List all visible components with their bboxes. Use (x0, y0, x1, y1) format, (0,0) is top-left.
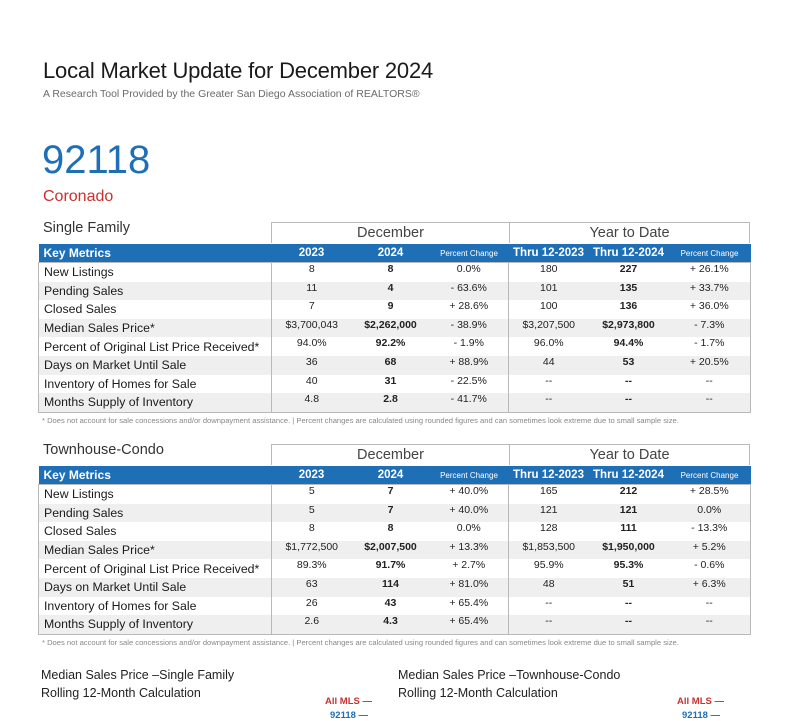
cell-pct-ytd: -- (669, 615, 751, 634)
cell-metric: Percent of Original List Price Received* (44, 561, 260, 576)
cell-pct-dec: - 38.9% (430, 319, 509, 338)
cell-y2023: 40 (272, 375, 352, 394)
cell-pct-ytd: + 20.5% (669, 356, 751, 375)
cell-pct-dec: + 65.4% (430, 615, 509, 634)
cell-ytd2024: -- (589, 615, 669, 634)
cell-y2024: 8 (387, 522, 394, 535)
cell-pct-dec: + 65.4% (449, 596, 489, 609)
column-header-y2024: 2024 (352, 244, 430, 263)
table-header-row (39, 244, 751, 263)
cell-pct-dec: - 63.6% (430, 282, 509, 301)
table-header-row (39, 466, 751, 485)
cell-y2023: $3,700,043 (272, 319, 352, 338)
cell-pct-ytd: - 0.6% (694, 559, 725, 572)
cell-y2024: 4 (352, 282, 430, 301)
cell-ytd2024: 95.3% (613, 559, 644, 572)
column-header-pct-dec: Percent Change (430, 466, 509, 485)
cell-y2024: 114 (352, 578, 430, 597)
cell-pct-ytd: - 7.3% (669, 319, 751, 338)
cell-ytd2024: $2,973,800 (589, 319, 669, 338)
cell-y2023: 8 (272, 263, 352, 282)
column-header-y2024: 2024 (352, 466, 430, 485)
section-label: Single Family (43, 220, 131, 236)
cell-metric: Closed Sales (44, 302, 117, 317)
cell-ytd2023: -- (509, 375, 589, 394)
cell-y2023: 4.8 (272, 393, 352, 412)
cell-y2023: 5 (272, 504, 352, 523)
cell-y2024: 43 (384, 596, 397, 609)
cell-ytd2024: 111 (620, 522, 637, 535)
year-to-date-header: Year to Date (509, 444, 750, 465)
cell-y2023: 5 (272, 485, 352, 504)
cell-y2024: 9 (387, 300, 394, 313)
cell-pct-dec: + 2.7% (452, 559, 486, 572)
table-row (39, 300, 751, 319)
cell-metric: Percent of Original List Price Received* (44, 339, 260, 354)
cell-metric: Pending Sales (39, 282, 272, 301)
cell-metric: Median Sales Price* (39, 541, 272, 560)
cell-pct-ytd: -- (669, 393, 751, 412)
cell-pct-ytd: -- (705, 374, 713, 387)
cell-metric: Pending Sales (39, 504, 272, 523)
cell-ytd2023: $1,853,500 (509, 541, 589, 560)
cell-pct-ytd: + 36.0% (689, 300, 729, 313)
table-row (39, 263, 751, 282)
cell-y2023: 89.3% (272, 559, 352, 578)
cell-pct-dec: 0.0% (456, 263, 481, 275)
table-row (39, 393, 751, 412)
table-row (39, 485, 751, 504)
cell-ytd2023: 165 (509, 485, 589, 504)
cell-y2024: 68 (352, 356, 430, 375)
cell-ytd2023: -- (509, 615, 589, 634)
cell-metric: Inventory of Homes for Sale (44, 598, 197, 613)
cell-ytd2023: 180 (509, 263, 589, 282)
townhouse-condo-table (38, 466, 751, 635)
cell-y2023: 36 (272, 356, 352, 375)
section-label: Townhouse-Condo (43, 442, 164, 458)
cell-ytd2023: -- (509, 393, 589, 412)
page-subtitle: A Research Tool Provided by the Greater San Diego Association of REALTORS® (43, 88, 420, 100)
cell-y2023: 11 (272, 282, 352, 301)
cell-metric: Closed Sales (44, 524, 117, 539)
year-to-date-header: Year to Date (509, 222, 750, 243)
cell-ytd2024: 53 (589, 356, 669, 375)
cell-pct-ytd: + 6.3% (669, 578, 751, 597)
table-row (39, 541, 751, 560)
cell-y2024: $2,007,500 (352, 541, 430, 560)
legend-all-mls: All MLS — (325, 696, 372, 707)
cell-ytd2024: 135 (589, 282, 669, 301)
cell-metric: Days on Market Until Sale (39, 356, 272, 375)
table-row (39, 578, 751, 597)
december-header: December (271, 222, 510, 243)
cell-ytd2024: -- (625, 374, 632, 387)
cell-pct-dec: + 81.0% (430, 578, 509, 597)
cell-pct-dec: - 41.7% (430, 393, 509, 412)
chart-subtitle-single-family: Rolling 12-Month Calculation (41, 686, 201, 700)
cell-pct-dec: + 13.3% (430, 541, 509, 560)
december-header: December (271, 444, 510, 465)
table-row (39, 319, 751, 338)
cell-ytd2024: 136 (619, 300, 638, 313)
footnote: * Does not account for sale concessions and/or downpayment assistance. | Percent changes are calculated using rounded figures and can sometimes look extreme due to small sample size. (42, 638, 679, 647)
cell-pct-ytd: - 1.7% (694, 337, 725, 350)
cell-y2024: 4.3 (352, 615, 430, 634)
cell-ytd2023: 95.9% (509, 559, 589, 578)
cell-y2023: 94.0% (272, 337, 352, 356)
column-header-ytd2023: Thru 12-2023 (509, 244, 589, 263)
column-header-ytd2024: Thru 12-2024 (589, 244, 669, 263)
cell-pct-dec: - 1.9% (453, 337, 484, 350)
cell-pct-ytd: + 26.1% (689, 263, 729, 275)
cell-ytd2024: 227 (619, 263, 638, 275)
cell-y2023: 7 (272, 300, 352, 319)
column-header-y2023: 2023 (272, 244, 352, 263)
cell-ytd2023: -- (509, 597, 589, 616)
cell-pct-dec: 0.0% (456, 522, 481, 535)
cell-ytd2023: 100 (509, 300, 589, 319)
table-row (39, 504, 751, 523)
single-family-table (38, 244, 751, 413)
cell-y2023: 8 (272, 522, 352, 541)
footnote: * Does not account for sale concessions and/or downpayment assistance. | Percent changes are calculated using rounded figures and can sometimes look extreme due to small sample size. (42, 416, 679, 425)
chart-subtitle-townhouse-condo: Rolling 12-Month Calculation (398, 686, 558, 700)
cell-pct-ytd: 0.0% (669, 504, 751, 523)
column-header-y2023: 2023 (272, 466, 352, 485)
cell-metric: Months Supply of Inventory (39, 615, 272, 634)
cell-pct-ytd: + 28.5% (689, 485, 729, 497)
cell-y2023: 63 (272, 578, 352, 597)
cell-y2023: 26 (272, 597, 352, 616)
column-header-pct-ytd: Percent Change (669, 244, 751, 263)
cell-pct-ytd: - 13.3% (691, 522, 728, 535)
cell-pct-dec: + 40.0% (430, 504, 509, 523)
table-row (39, 356, 751, 375)
cell-metric: Days on Market Until Sale (39, 578, 272, 597)
cell-metric: New Listings (44, 487, 114, 502)
cell-y2024: 92.2% (375, 337, 406, 350)
cell-y2024: 8 (387, 263, 394, 275)
column-header-ytd2024: Thru 12-2024 (589, 466, 669, 485)
cell-ytd2024: 94.4% (613, 337, 644, 350)
cell-y2024: 2.8 (352, 393, 430, 412)
page-title: Local Market Update for December 2024 (43, 58, 434, 83)
cell-y2024: $2,262,000 (352, 319, 430, 338)
table-row (39, 597, 751, 616)
cell-ytd2023: 121 (509, 504, 589, 523)
cell-pct-dec: + 88.9% (430, 356, 509, 375)
legend-all-mls: All MLS — (677, 696, 724, 707)
table-row (39, 375, 751, 394)
cell-ytd2024: 212 (619, 485, 638, 497)
cell-metric: Inventory of Homes for Sale (44, 376, 197, 391)
column-header-metric: Key Metrics (39, 244, 272, 263)
column-header-pct-dec: Percent Change (430, 244, 509, 263)
legend-zip: 92118 — (330, 710, 369, 721)
cell-ytd2024: $1,950,000 (589, 541, 669, 560)
cell-ytd2024: -- (589, 393, 669, 412)
cell-pct-dec: + 28.6% (449, 300, 489, 313)
cell-pct-ytd: + 33.7% (669, 282, 751, 301)
table-row (39, 337, 751, 356)
cell-pct-ytd: -- (705, 596, 713, 609)
cell-pct-dec: + 40.0% (449, 485, 489, 497)
cell-y2024: 91.7% (375, 559, 406, 572)
cell-y2023: 2.6 (272, 615, 352, 634)
table-row (39, 615, 751, 634)
cell-ytd2023: 96.0% (509, 337, 589, 356)
cell-ytd2023: 101 (509, 282, 589, 301)
cell-ytd2023: $3,207,500 (509, 319, 589, 338)
cell-ytd2024: -- (625, 596, 632, 609)
table-row (39, 282, 751, 301)
cell-y2024: 31 (384, 374, 397, 387)
cell-ytd2023: 128 (509, 522, 589, 541)
cell-ytd2024: 121 (589, 504, 669, 523)
area-name: Coronado (43, 188, 114, 205)
cell-ytd2024: 51 (589, 578, 669, 597)
column-header-ytd2023: Thru 12-2023 (509, 466, 589, 485)
cell-ytd2023: 48 (509, 578, 589, 597)
cell-y2023: $1,772,500 (272, 541, 352, 560)
table-row (39, 522, 751, 541)
legend-zip: 92118 — (682, 710, 721, 721)
column-header-metric: Key Metrics (39, 466, 272, 485)
zip-code: 92118 (42, 138, 151, 182)
cell-pct-ytd: + 5.2% (669, 541, 751, 560)
cell-pct-dec: - 22.5% (450, 374, 487, 387)
chart-title-single-family: Median Sales Price –Single Family (41, 668, 235, 682)
table-row (39, 559, 751, 578)
column-header-pct-ytd: Percent Change (669, 466, 751, 485)
cell-ytd2023: 44 (509, 356, 589, 375)
cell-y2024: 7 (352, 504, 430, 523)
cell-y2024: 7 (387, 485, 394, 497)
cell-metric: Median Sales Price* (39, 319, 272, 338)
cell-metric: Months Supply of Inventory (39, 393, 272, 412)
cell-metric: New Listings (44, 265, 114, 280)
chart-title-townhouse-condo: Median Sales Price –Townhouse-Condo (398, 668, 621, 682)
